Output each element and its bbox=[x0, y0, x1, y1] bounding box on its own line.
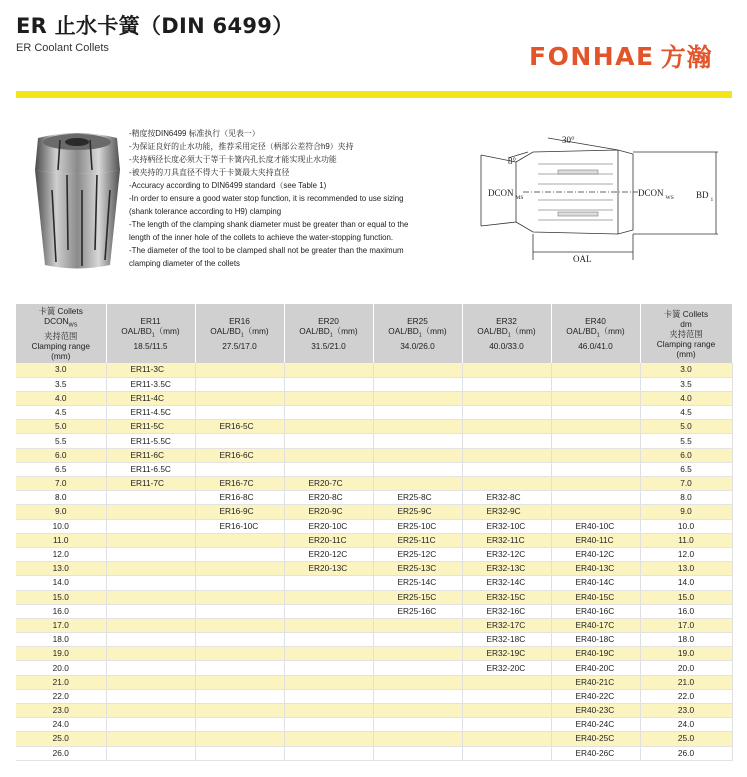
clamping-size-cell-right: 7.0 bbox=[640, 477, 732, 491]
column-header: ER25 OAL/$BD_1(mm)$ 34.0/26.0 bbox=[373, 304, 462, 363]
clamping-size-cell: 5.0 bbox=[16, 420, 106, 434]
clamping-size-cell-right: 19.0 bbox=[640, 647, 732, 661]
part-number-cell: ER20-10C bbox=[284, 519, 373, 533]
clamping-size-cell-right: 16.0 bbox=[640, 604, 732, 618]
part-number-cell bbox=[373, 462, 462, 476]
clamping-size-cell-right: 12.0 bbox=[640, 547, 732, 561]
part-number-cell bbox=[373, 732, 462, 746]
part-number-cell bbox=[373, 661, 462, 675]
table-row bbox=[16, 647, 732, 661]
clamping-size-cell: 3.5 bbox=[16, 377, 106, 391]
clamping-size-cell-right: 26.0 bbox=[640, 746, 732, 760]
dcon-ms-label: DCON $_{MS}$ bbox=[488, 188, 524, 201]
part-number-cell bbox=[195, 562, 284, 576]
note-line: -精度按DIN6499 标准执行（见表一） bbox=[129, 129, 260, 138]
table-row bbox=[16, 689, 732, 703]
part-number-cell bbox=[551, 505, 640, 519]
part-number-cell bbox=[195, 547, 284, 561]
table-body bbox=[16, 363, 732, 760]
part-number-cell: ER32-14C bbox=[462, 576, 551, 590]
clamping-size-cell-right: 25.0 bbox=[640, 732, 732, 746]
clamping-size-cell: 12.0 bbox=[16, 547, 106, 561]
table-row bbox=[16, 363, 732, 377]
part-number-cell bbox=[195, 732, 284, 746]
table-row bbox=[16, 477, 732, 491]
clamping-size-cell: 16.0 bbox=[16, 604, 106, 618]
clamping-size-cell: 13.0 bbox=[16, 562, 106, 576]
part-number-cell: ER25-14C bbox=[373, 576, 462, 590]
bd1-label: BD $_1$ bbox=[696, 190, 714, 203]
clamping-size-cell-right: 4.5 bbox=[640, 406, 732, 420]
page-subtitle: ER Coolant Collets bbox=[16, 42, 109, 54]
part-number-cell bbox=[195, 618, 284, 632]
part-number-cell bbox=[462, 406, 551, 420]
part-number-cell bbox=[551, 462, 640, 476]
clamping-size-cell-right: 3.5 bbox=[640, 377, 732, 391]
part-number-cell: ER32-18C bbox=[462, 633, 551, 647]
clamping-size-cell: 3.0 bbox=[16, 363, 106, 377]
part-number-cell: ER11-6C bbox=[106, 448, 195, 462]
table-row bbox=[16, 732, 732, 746]
part-number-cell: ER25-9C bbox=[373, 505, 462, 519]
part-number-cell: ER32-19C bbox=[462, 647, 551, 661]
part-number-cell bbox=[551, 406, 640, 420]
part-number-cell bbox=[106, 576, 195, 590]
part-number-cell: ER32-13C bbox=[462, 562, 551, 576]
part-number-cell bbox=[284, 689, 373, 703]
part-number-cell bbox=[106, 491, 195, 505]
part-number-cell: ER32-16C bbox=[462, 604, 551, 618]
part-number-cell: ER25-10C bbox=[373, 519, 462, 533]
table-row bbox=[16, 661, 732, 675]
part-number-cell bbox=[551, 477, 640, 491]
part-number-cell bbox=[373, 675, 462, 689]
part-number-cell bbox=[106, 704, 195, 718]
part-number-cell: ER20-9C bbox=[284, 505, 373, 519]
part-number-cell bbox=[462, 732, 551, 746]
part-number-cell bbox=[373, 377, 462, 391]
clamping-size-cell: 6.0 bbox=[16, 448, 106, 462]
part-number-cell bbox=[106, 675, 195, 689]
part-number-cell bbox=[195, 363, 284, 377]
part-number-cell: ER16-8C bbox=[195, 491, 284, 505]
table-row bbox=[16, 420, 732, 434]
note-line: -夹持柄径长度必须大于等于卡簧内孔长度才能实现止水功能 bbox=[129, 155, 337, 164]
clamping-size-cell: 7.0 bbox=[16, 477, 106, 491]
part-number-cell bbox=[462, 420, 551, 434]
part-number-cell: ER32-20C bbox=[462, 661, 551, 675]
part-number-cell bbox=[284, 618, 373, 632]
part-number-cell: ER11-3.5C bbox=[106, 377, 195, 391]
part-number-cell bbox=[462, 689, 551, 703]
part-number-cell bbox=[551, 363, 640, 377]
part-number-cell bbox=[106, 547, 195, 561]
table-row bbox=[16, 562, 732, 576]
table-row bbox=[16, 675, 732, 689]
clamping-size-cell-right: 14.0 bbox=[640, 576, 732, 590]
part-number-cell bbox=[106, 746, 195, 760]
clamping-size-cell: 4.5 bbox=[16, 406, 106, 420]
part-number-cell: ER20-13C bbox=[284, 562, 373, 576]
table-row bbox=[16, 547, 732, 561]
clamping-size-cell-right: 22.0 bbox=[640, 689, 732, 703]
part-number-cell bbox=[373, 689, 462, 703]
part-number-cell: ER16-7C bbox=[195, 477, 284, 491]
clamping-size-cell-right: 10.0 bbox=[640, 519, 732, 533]
table-header-row bbox=[16, 304, 732, 363]
note-line: -The diameter of the tool to be clamped shall not be greater than the maximum bbox=[129, 246, 404, 255]
part-number-cell bbox=[462, 718, 551, 732]
table-row bbox=[16, 519, 732, 533]
part-number-cell: ER16-6C bbox=[195, 448, 284, 462]
collet-photo bbox=[30, 130, 125, 272]
part-number-cell: ER40-25C bbox=[551, 732, 640, 746]
clamping-size-cell: 4.0 bbox=[16, 391, 106, 405]
table-row bbox=[16, 704, 732, 718]
left-header-cell: 卡簧 Collets $DCON_{WS}$ 夹持范围 Clamping range (mm) bbox=[16, 304, 106, 363]
part-number-cell: ER11-6.5C bbox=[106, 462, 195, 476]
clamping-size-cell: 20.0 bbox=[16, 661, 106, 675]
part-number-cell: ER40-19C bbox=[551, 647, 640, 661]
brand-name-zh: 方瀚 bbox=[660, 43, 713, 72]
dimension-drawing bbox=[478, 130, 738, 270]
clamping-size-cell: 22.0 bbox=[16, 689, 106, 703]
clamping-size-cell: 15.0 bbox=[16, 590, 106, 604]
part-number-cell: ER25-16C bbox=[373, 604, 462, 618]
part-number-cell bbox=[373, 391, 462, 405]
note-line: -为保证良好的止水功能，推荐采用定径（柄部公差符合h9）夹持 bbox=[129, 142, 354, 151]
clamping-size-cell: 23.0 bbox=[16, 704, 106, 718]
part-number-cell bbox=[284, 718, 373, 732]
part-number-cell bbox=[551, 391, 640, 405]
part-number-cell bbox=[106, 718, 195, 732]
clamping-size-cell: 21.0 bbox=[16, 675, 106, 689]
part-number-cell bbox=[373, 618, 462, 632]
part-number-cell bbox=[373, 647, 462, 661]
part-number-cell bbox=[284, 746, 373, 760]
table-row bbox=[16, 462, 732, 476]
part-number-cell bbox=[462, 448, 551, 462]
part-number-cell bbox=[462, 434, 551, 448]
part-number-cell bbox=[284, 420, 373, 434]
note-line: -Accuracy according to DIN6499 standard（see Table 1) bbox=[129, 181, 327, 190]
clamping-size-cell-right: 20.0 bbox=[640, 661, 732, 675]
clamping-size-cell-right: 6.5 bbox=[640, 462, 732, 476]
table-row bbox=[16, 448, 732, 462]
table-row bbox=[16, 718, 732, 732]
part-number-cell: ER32-17C bbox=[462, 618, 551, 632]
part-number-cell bbox=[284, 704, 373, 718]
part-number-cell bbox=[195, 675, 284, 689]
clamping-size-cell: 26.0 bbox=[16, 746, 106, 760]
column-header: ER32 OAL/$BD_1(mm)$ 40.0/33.0 bbox=[462, 304, 551, 363]
part-number-cell bbox=[373, 718, 462, 732]
part-number-cell bbox=[551, 448, 640, 462]
part-number-cell bbox=[551, 420, 640, 434]
part-number-cell bbox=[284, 406, 373, 420]
table-row bbox=[16, 618, 732, 632]
part-number-cell: ER11-4C bbox=[106, 391, 195, 405]
clamping-size-cell: 11.0 bbox=[16, 533, 106, 547]
part-number-cell bbox=[373, 363, 462, 377]
table-row bbox=[16, 377, 732, 391]
part-number-cell bbox=[106, 689, 195, 703]
clamping-size-cell: 24.0 bbox=[16, 718, 106, 732]
part-number-cell bbox=[106, 505, 195, 519]
note-line: -The length of the clamping shank diameter must be greater than or equal to the bbox=[129, 220, 409, 229]
table-row bbox=[16, 590, 732, 604]
brand-logo bbox=[529, 38, 713, 74]
part-number-cell bbox=[373, 477, 462, 491]
part-number-cell: ER32-15C bbox=[462, 590, 551, 604]
part-number-cell bbox=[462, 363, 551, 377]
table-row bbox=[16, 391, 732, 405]
feature-notes bbox=[129, 127, 459, 270]
part-number-cell: ER40-22C bbox=[551, 689, 640, 703]
part-number-cell bbox=[462, 704, 551, 718]
part-number-cell: ER20-11C bbox=[284, 533, 373, 547]
part-number-cell: ER20-12C bbox=[284, 547, 373, 561]
part-number-cell: ER40-23C bbox=[551, 704, 640, 718]
clamping-size-cell-right: 13.0 bbox=[640, 562, 732, 576]
part-number-cell bbox=[106, 604, 195, 618]
part-number-cell: ER16-5C bbox=[195, 420, 284, 434]
clamping-size-cell-right: 9.0 bbox=[640, 505, 732, 519]
part-number-cell bbox=[195, 704, 284, 718]
part-number-cell bbox=[284, 462, 373, 476]
part-number-cell bbox=[106, 647, 195, 661]
part-number-cell bbox=[106, 519, 195, 533]
part-number-cell bbox=[195, 434, 284, 448]
part-number-cell: ER32-11C bbox=[462, 533, 551, 547]
part-number-cell bbox=[106, 661, 195, 675]
part-number-cell bbox=[106, 533, 195, 547]
clamping-size-cell-right: 4.0 bbox=[640, 391, 732, 405]
part-number-cell: ER16-10C bbox=[195, 519, 284, 533]
part-number-cell bbox=[373, 704, 462, 718]
part-number-cell bbox=[284, 604, 373, 618]
part-number-cell: ER40-17C bbox=[551, 618, 640, 632]
note-line: -被夹持的刀具直径不得大于卡簧最大夹持直径 bbox=[129, 168, 290, 177]
table-row bbox=[16, 633, 732, 647]
part-number-cell bbox=[195, 746, 284, 760]
angle-30-label: 30° bbox=[562, 135, 575, 145]
clamping-size-cell-right: 21.0 bbox=[640, 675, 732, 689]
clamping-size-cell: 14.0 bbox=[16, 576, 106, 590]
part-number-cell bbox=[195, 718, 284, 732]
part-number-cell bbox=[106, 590, 195, 604]
clamping-size-cell: 5.5 bbox=[16, 434, 106, 448]
part-number-cell: ER16-9C bbox=[195, 505, 284, 519]
right-header-cell: 卡簧 Collets dm 夹持范围 Clamping range (mm) bbox=[640, 304, 732, 363]
dcon-ws-label: DCON $_{WS}$ bbox=[638, 188, 674, 201]
part-number-cell bbox=[373, 746, 462, 760]
clamping-size-cell: 6.5 bbox=[16, 462, 106, 476]
table-row bbox=[16, 746, 732, 760]
part-number-cell bbox=[462, 377, 551, 391]
part-number-cell: ER25-11C bbox=[373, 533, 462, 547]
part-number-cell bbox=[106, 633, 195, 647]
table-row bbox=[16, 505, 732, 519]
part-number-cell bbox=[284, 377, 373, 391]
part-number-cell bbox=[373, 434, 462, 448]
part-number-cell bbox=[373, 633, 462, 647]
part-number-cell bbox=[195, 462, 284, 476]
table-row bbox=[16, 576, 732, 590]
part-number-cell: ER11-5.5C bbox=[106, 434, 195, 448]
brand-name-en: FONHAE bbox=[529, 41, 655, 71]
clamping-size-cell-right: 11.0 bbox=[640, 533, 732, 547]
part-number-cell bbox=[462, 477, 551, 491]
part-number-cell: ER25-12C bbox=[373, 547, 462, 561]
clamping-size-cell-right: 17.0 bbox=[640, 618, 732, 632]
oal-label: OAL bbox=[573, 254, 592, 264]
part-number-cell: ER40-14C bbox=[551, 576, 640, 590]
table-row bbox=[16, 533, 732, 547]
clamping-size-cell-right: 23.0 bbox=[640, 704, 732, 718]
clamping-size-cell-right: 3.0 bbox=[640, 363, 732, 377]
clamping-size-cell-right: 24.0 bbox=[640, 718, 732, 732]
part-number-cell bbox=[551, 491, 640, 505]
part-number-cell bbox=[195, 391, 284, 405]
part-number-cell bbox=[373, 448, 462, 462]
part-number-cell: ER40-15C bbox=[551, 590, 640, 604]
part-number-cell bbox=[373, 406, 462, 420]
part-number-cell: ER40-20C bbox=[551, 661, 640, 675]
part-number-cell: ER32-8C bbox=[462, 491, 551, 505]
part-number-cell bbox=[195, 590, 284, 604]
part-number-cell bbox=[195, 647, 284, 661]
part-number-cell: ER20-8C bbox=[284, 491, 373, 505]
column-header: ER16 OAL/$BD_1(mm)$ 27.5/17.0 bbox=[195, 304, 284, 363]
part-number-cell bbox=[462, 391, 551, 405]
clamping-size-cell-right: 5.5 bbox=[640, 434, 732, 448]
clamping-size-cell: 9.0 bbox=[16, 505, 106, 519]
part-number-cell: ER40-11C bbox=[551, 533, 640, 547]
column-header: ER11 OAL/$BD_1(mm)$ 18.5/11.5 bbox=[106, 304, 195, 363]
part-number-cell bbox=[284, 732, 373, 746]
part-number-cell bbox=[195, 689, 284, 703]
part-number-cell bbox=[195, 633, 284, 647]
table-row bbox=[16, 491, 732, 505]
clamping-size-cell-right: 5.0 bbox=[640, 420, 732, 434]
part-number-cell bbox=[284, 391, 373, 405]
part-number-cell bbox=[284, 661, 373, 675]
part-number-cell bbox=[284, 675, 373, 689]
part-number-cell: ER40-12C bbox=[551, 547, 640, 561]
clamping-size-cell: 19.0 bbox=[16, 647, 106, 661]
clamping-size-cell: 17.0 bbox=[16, 618, 106, 632]
note-line: (shank tolerance according to H9) clamping bbox=[129, 207, 282, 216]
table-row bbox=[16, 406, 732, 420]
note-line: clamping diameter of the collets bbox=[129, 259, 240, 268]
part-number-cell bbox=[284, 448, 373, 462]
part-number-cell: ER40-24C bbox=[551, 718, 640, 732]
page-title: ER 止水卡簧（DIN 6499） bbox=[16, 14, 294, 38]
part-number-cell bbox=[284, 434, 373, 448]
part-number-cell bbox=[284, 363, 373, 377]
part-number-cell: ER11-7C bbox=[106, 477, 195, 491]
clamping-size-cell-right: 15.0 bbox=[640, 590, 732, 604]
part-number-cell bbox=[462, 675, 551, 689]
part-number-cell bbox=[195, 533, 284, 547]
part-number-cell: ER11-3C bbox=[106, 363, 195, 377]
part-number-cell bbox=[284, 576, 373, 590]
table-row bbox=[16, 604, 732, 618]
clamping-size-cell-right: 8.0 bbox=[640, 491, 732, 505]
part-number-cell bbox=[462, 746, 551, 760]
yellow-divider bbox=[16, 91, 732, 98]
note-line: length of the inner hole of the collets to achieve the water-stopping function. bbox=[129, 233, 394, 242]
part-number-cell bbox=[195, 377, 284, 391]
part-number-cell: ER11-5C bbox=[106, 420, 195, 434]
part-number-cell: ER25-15C bbox=[373, 590, 462, 604]
clamping-size-cell: 18.0 bbox=[16, 633, 106, 647]
clamping-size-cell: 10.0 bbox=[16, 519, 106, 533]
part-number-cell: ER25-8C bbox=[373, 491, 462, 505]
part-number-cell bbox=[106, 562, 195, 576]
part-number-cell bbox=[195, 661, 284, 675]
collet-size-table bbox=[16, 304, 733, 761]
part-number-cell: ER20-7C bbox=[284, 477, 373, 491]
part-number-cell: ER32-12C bbox=[462, 547, 551, 561]
part-number-cell: ER40-21C bbox=[551, 675, 640, 689]
part-number-cell: ER40-26C bbox=[551, 746, 640, 760]
angle-8-label: 8° bbox=[508, 156, 517, 166]
part-number-cell bbox=[284, 633, 373, 647]
part-number-cell: ER40-18C bbox=[551, 633, 640, 647]
part-number-cell bbox=[195, 406, 284, 420]
part-number-cell bbox=[284, 590, 373, 604]
part-number-cell: ER32-10C bbox=[462, 519, 551, 533]
clamping-size-cell: 8.0 bbox=[16, 491, 106, 505]
clamping-size-cell: 25.0 bbox=[16, 732, 106, 746]
part-number-cell: ER32-9C bbox=[462, 505, 551, 519]
part-number-cell: ER25-13C bbox=[373, 562, 462, 576]
part-number-cell bbox=[462, 462, 551, 476]
clamping-size-cell-right: 6.0 bbox=[640, 448, 732, 462]
note-line: -In order to ensure a good water stop function, it is recommended to use sizing bbox=[129, 194, 404, 203]
part-number-cell bbox=[106, 732, 195, 746]
part-number-cell bbox=[551, 377, 640, 391]
part-number-cell: ER11-4.5C bbox=[106, 406, 195, 420]
column-header: ER40 OAL/$BD_1(mm)$ 46.0/41.0 bbox=[551, 304, 640, 363]
part-number-cell bbox=[106, 618, 195, 632]
part-number-cell bbox=[551, 434, 640, 448]
part-number-cell bbox=[195, 604, 284, 618]
part-number-cell bbox=[373, 420, 462, 434]
table-row bbox=[16, 434, 732, 448]
part-number-cell: ER40-13C bbox=[551, 562, 640, 576]
clamping-size-cell-right: 18.0 bbox=[640, 633, 732, 647]
part-number-cell: ER40-16C bbox=[551, 604, 640, 618]
part-number-cell bbox=[284, 647, 373, 661]
column-header: ER20 OAL/$BD_1(mm)$ 31.5/21.0 bbox=[284, 304, 373, 363]
part-number-cell: ER40-10C bbox=[551, 519, 640, 533]
part-number-cell bbox=[195, 576, 284, 590]
